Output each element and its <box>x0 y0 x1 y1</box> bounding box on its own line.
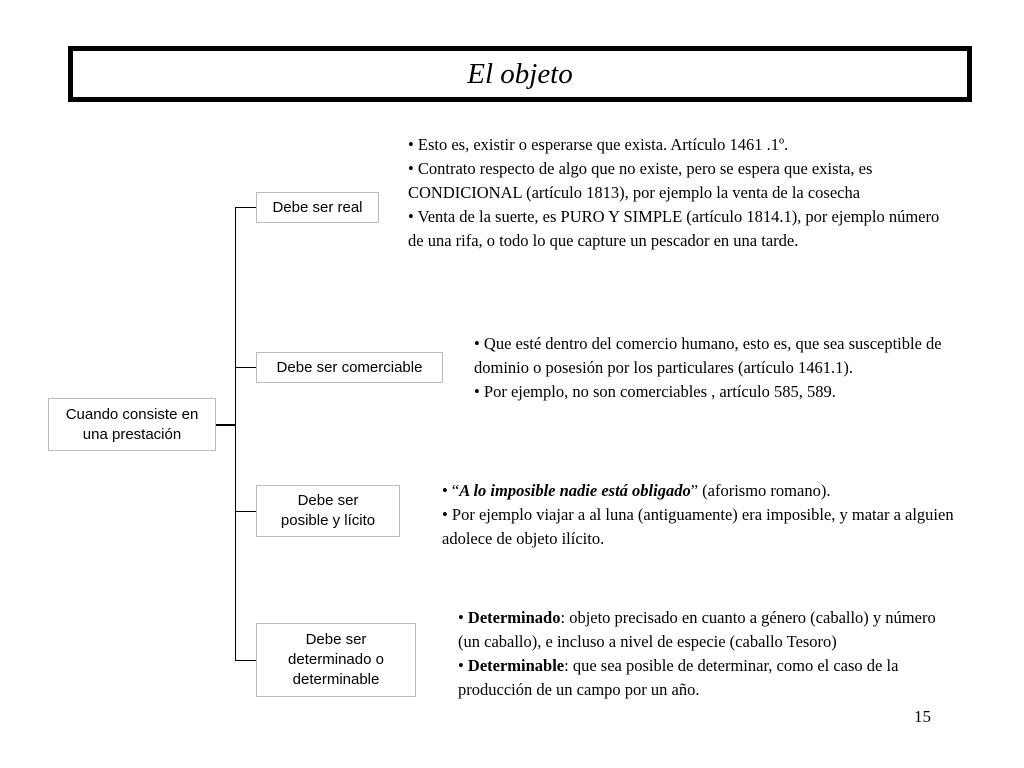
term: Determinado <box>467 608 561 627</box>
node-real: Debe ser real <box>256 192 379 223</box>
connector-2 <box>235 367 256 368</box>
bullet-pre: • <box>458 656 468 675</box>
slide-title-box <box>68 46 972 102</box>
connector-3 <box>235 511 256 512</box>
term: Determinable <box>467 656 565 675</box>
bullet: • Que esté dentro del comercio humano, esto es, que sea susceptible de dominio o posesión por los particulares (artículo 1461.1). <box>474 334 942 377</box>
root-node: Cuando consiste en una prestación <box>48 398 216 451</box>
bullet <box>458 606 958 654</box>
slide-title: El objeto <box>467 57 573 90</box>
text-real <box>408 133 968 253</box>
bullet <box>442 479 962 503</box>
page-number: 15 <box>914 707 931 726</box>
bullet-post: : objeto precisado en cuanto a género (caballo) y número (un caballo), e incluso a nivel de especie (caballo Tesoro) <box>458 608 936 651</box>
node-determinado: Debe ser determinado o determinable <box>256 623 416 697</box>
connector-4 <box>235 660 256 661</box>
bullet: • Venta de la suerte, es PURO Y SIMPLE (artículo 1814.1), por ejemplo número de una rifa, o todo lo que capture un pescador en una tarde. <box>408 207 940 250</box>
connector-root <box>216 424 236 426</box>
bullet: • Por ejemplo viajar a al luna (antiguamente) era imposible, y matar a alguien adolece de objeto ilícito. <box>442 505 954 548</box>
text-posible <box>442 479 962 551</box>
bullet: • Contrato respecto de algo que no existe, pero se espera que exista, es CONDICIONAL (artículo 1813), por ejemplo la venta de la cosecha <box>408 159 873 202</box>
aphorism: A lo imposible nadie está obligado <box>459 481 691 500</box>
node-comerciable: Debe ser comerciable <box>256 352 443 383</box>
text-determinado <box>458 606 958 702</box>
node-posible-licito: Debe ser posible y lícito <box>256 485 400 537</box>
text-comerciable <box>474 332 944 404</box>
bullet <box>458 654 958 702</box>
bullet-post: : que sea posible de determinar, como el caso de la producción de un campo por un año. <box>458 656 899 699</box>
connector-trunk <box>235 207 236 661</box>
bullet: • Esto es, existir o esperarse que exista. Artículo 1461 .1º. <box>408 135 789 154</box>
connector-1 <box>235 207 256 208</box>
bullet-post: ” (aforismo romano). <box>690 481 831 500</box>
bullet-pre: • “ <box>442 481 460 500</box>
bullet: • Por ejemplo, no son comerciables , artículo 585, 589. <box>474 382 836 401</box>
bullet-pre: • <box>458 608 468 627</box>
